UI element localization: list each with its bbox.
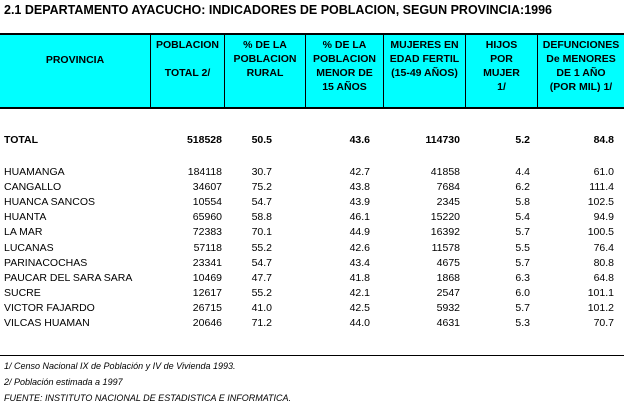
cell-hijos: 6.0 xyxy=(515,286,530,299)
page-title: 2.1 DEPARTAMENTO AYACUCHO: INDICADORES DE POBLACION, SEGUN PROVINCIA:1996 xyxy=(4,3,553,17)
cell-provincia: LA MAR xyxy=(4,226,43,239)
cell-rural: 55.2 xyxy=(251,286,272,299)
cell-provincia: PARINACOCHAS xyxy=(4,256,88,269)
cell-defunciones: 64.8 xyxy=(593,271,614,284)
total-hijos: 5.2 xyxy=(515,134,530,146)
cell-poblacion: 184118 xyxy=(187,166,222,178)
table-row xyxy=(0,166,624,180)
cell-defunciones: 70.7 xyxy=(593,317,614,329)
footnote-2: 2/ Población estimada a 1997 xyxy=(4,377,123,387)
cell-menor-15: 44.9 xyxy=(349,226,370,239)
cell-mujeres: 1868 xyxy=(436,271,460,284)
cell-poblacion: 10469 xyxy=(192,271,222,284)
cell-rural: 54.7 xyxy=(251,196,272,209)
header-defunciones: DEFUNCIONES De MENORES DE 1 AÑO (POR MIL) 1/ xyxy=(537,35,624,107)
cell-rural: 55.2 xyxy=(251,241,272,254)
cell-mujeres: 11578 xyxy=(431,241,460,254)
cell-menor-15: 42.6 xyxy=(349,241,370,254)
cell-defunciones: 80.8 xyxy=(593,256,614,269)
cell-defunciones: 101.1 xyxy=(587,286,614,299)
table-row xyxy=(0,272,624,286)
header-poblacion-menor-15: % DE LA POBLACION MENOR DE 15 AÑOS xyxy=(305,35,383,107)
cell-defunciones: 61.0 xyxy=(593,166,614,178)
cell-menor-15: 46.1 xyxy=(349,211,370,224)
total-poblacion: 518528 xyxy=(186,134,222,146)
cell-rural: 75.2 xyxy=(251,181,272,194)
cell-rural: 41.0 xyxy=(251,301,272,314)
table-row xyxy=(0,196,624,210)
cell-rural: 58.8 xyxy=(251,211,272,224)
total-label: TOTAL xyxy=(4,134,39,146)
cell-rural: 70.1 xyxy=(251,226,272,239)
cell-mujeres: 16392 xyxy=(430,226,460,239)
header-hijos-por-mujer: HIJOS POR MUJER 1/ xyxy=(465,35,537,107)
cell-provincia: SUCRE xyxy=(4,286,41,299)
total-rural: 50.5 xyxy=(251,134,272,146)
cell-defunciones: 76.4 xyxy=(593,241,614,254)
footnote-source: FUENTE: INSTITUTO NACIONAL DE ESTADISTICA E INFORMATICA. xyxy=(4,393,292,403)
cell-menor-15: 42.5 xyxy=(349,301,370,314)
cell-mujeres: 4631 xyxy=(436,317,460,329)
cell-hijos: 5.5 xyxy=(515,241,530,254)
cell-poblacion: 20646 xyxy=(192,317,222,329)
cell-mujeres: 41858 xyxy=(430,166,460,178)
total-mujeres: 114730 xyxy=(425,134,460,146)
cell-rural: 30.7 xyxy=(251,166,272,178)
cell-menor-15: 42.7 xyxy=(349,166,370,178)
cell-defunciones: 111.4 xyxy=(589,181,614,194)
footnote-1: 1/ Censo Nacional IX de Población y IV de Vivienda 1993. xyxy=(4,361,236,371)
cell-provincia: HUAMANGA xyxy=(4,166,65,178)
cell-hijos: 6.3 xyxy=(515,271,530,284)
cell-defunciones: 102.5 xyxy=(587,196,614,209)
cell-hijos: 4.4 xyxy=(515,166,530,178)
cell-provincia: CANGALLO xyxy=(4,181,62,194)
cell-poblacion: 65960 xyxy=(192,211,222,224)
cell-defunciones: 94.9 xyxy=(593,211,614,224)
cell-provincia: VILCAS HUAMAN xyxy=(4,317,90,329)
cell-defunciones: 101.2 xyxy=(587,301,614,314)
cell-mujeres: 15220 xyxy=(430,211,460,224)
cell-menor-15: 42.1 xyxy=(349,286,370,299)
table-row xyxy=(0,317,624,331)
cell-rural: 47.7 xyxy=(251,271,272,284)
table-header xyxy=(0,33,624,109)
cell-poblacion: 10554 xyxy=(192,196,222,209)
cell-hijos: 5.3 xyxy=(515,317,530,329)
cell-poblacion: 72383 xyxy=(192,226,222,239)
cell-defunciones: 100.5 xyxy=(587,226,614,239)
cell-poblacion: 12617 xyxy=(192,286,222,299)
footnote-divider xyxy=(0,355,624,356)
cell-poblacion: 57118 xyxy=(193,241,222,254)
header-provincia: PROVINCIA xyxy=(45,54,105,66)
header-poblacion-total: POBLACION TOTAL 2/ xyxy=(150,35,224,107)
header-poblacion-rural: % DE LA POBLACION RURAL xyxy=(224,35,305,107)
cell-mujeres: 4675 xyxy=(436,256,460,269)
cell-hijos: 5.7 xyxy=(515,226,530,239)
cell-hijos: 5.7 xyxy=(515,256,530,269)
table-row-total xyxy=(0,134,624,148)
cell-menor-15: 43.4 xyxy=(349,256,370,269)
cell-provincia: HUANCA SANCOS xyxy=(4,196,96,209)
cell-menor-15: 43.9 xyxy=(349,196,370,209)
cell-hijos: 5.7 xyxy=(515,301,530,314)
table-row xyxy=(0,211,624,225)
cell-provincia: VICTOR FAJARDO xyxy=(4,301,95,314)
table-row xyxy=(0,302,624,316)
cell-provincia: HUANTA xyxy=(4,211,47,224)
cell-hijos: 5.4 xyxy=(515,211,530,224)
table-row xyxy=(0,257,624,271)
header-mujeres-edad-fertil: MUJERES EN EDAD FERTIL (15-49 AÑOS) xyxy=(383,35,465,107)
table-row xyxy=(0,287,624,301)
cell-rural: 71.2 xyxy=(251,317,272,329)
cell-mujeres: 2547 xyxy=(436,286,460,299)
cell-poblacion: 26715 xyxy=(192,301,222,314)
cell-menor-15: 44.0 xyxy=(349,317,370,329)
cell-rural: 54.7 xyxy=(251,256,272,269)
cell-provincia: PAUCAR DEL SARA SARA xyxy=(4,271,133,284)
table-row xyxy=(0,181,624,195)
cell-mujeres: 2345 xyxy=(436,196,460,209)
cell-hijos: 6.2 xyxy=(515,181,530,194)
total-defunciones: 84.8 xyxy=(593,134,614,146)
cell-hijos: 5.8 xyxy=(515,196,530,209)
cell-menor-15: 43.8 xyxy=(349,181,370,194)
cell-mujeres: 7684 xyxy=(436,181,460,194)
table-row xyxy=(0,226,624,240)
table-row xyxy=(0,242,624,256)
total-menor-15: 43.6 xyxy=(349,134,370,146)
cell-poblacion: 23341 xyxy=(192,256,222,269)
cell-provincia: LUCANAS xyxy=(4,241,54,254)
cell-mujeres: 5932 xyxy=(436,301,460,314)
cell-poblacion: 34607 xyxy=(192,181,222,194)
cell-menor-15: 41.8 xyxy=(349,271,370,284)
